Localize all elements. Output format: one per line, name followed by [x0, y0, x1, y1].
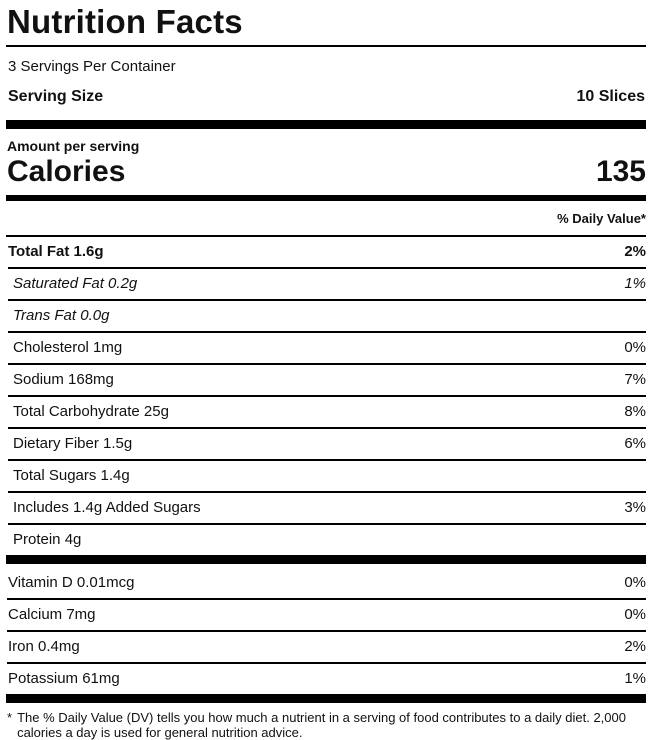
divider-thick-bottom — [6, 694, 646, 703]
nutrient-label: Cholesterol 1mg — [13, 339, 123, 356]
nutrient-value: 6% — [624, 435, 646, 452]
nutrient-label: Total Sugars 1.4g — [13, 467, 130, 484]
nutrient-rows — [6, 237, 646, 555]
vitamin-label: Potassium 61mg — [8, 670, 120, 687]
nutrient-row-added-sugars — [8, 491, 646, 523]
nutrient-row-total-fat — [8, 237, 646, 267]
nutrient-label: Saturated Fat 0.2g — [13, 275, 138, 292]
nutrient-row-sodium — [8, 363, 646, 395]
vitamin-value: 2% — [624, 638, 646, 655]
nutrient-value: 1% — [624, 275, 646, 292]
nutrient-label: Dietary Fiber 1.5g — [13, 435, 133, 452]
nutrient-value: 2% — [624, 243, 646, 260]
amount-per-serving-label: Amount per serving — [7, 138, 140, 154]
nutrient-label: Sodium 168mg — [13, 371, 114, 388]
nutrient-label: Total Carbohydrate 25g — [13, 403, 169, 420]
nutrient-label: Total Fat 1.6g — [8, 243, 104, 260]
serving-size-value: 10 Slices — [576, 88, 645, 105]
servings-per-container: 3 Servings Per Container — [8, 58, 176, 75]
footnote-text: The % Daily Value (DV) tells you how much a nutrient in a serving of food contributes to a daily diet. 2,000 calories a day is used for general nutrition advice. — [17, 710, 626, 740]
daily-value-header: % Daily Value* — [6, 201, 646, 237]
serving-size-label: Serving Size — [8, 88, 104, 105]
nutrient-row-trans-fat — [8, 299, 646, 331]
divider-thick-top — [6, 120, 646, 129]
nutrient-row-total-carbohydrate — [8, 395, 646, 427]
nutrient-row-saturated-fat — [8, 267, 646, 299]
nutrient-label: Protein 4g — [13, 531, 82, 548]
vitamin-row-vitamin-d — [7, 564, 646, 598]
nutrient-row-cholesterol — [8, 331, 646, 363]
vitamin-label: Iron 0.4mg — [8, 638, 80, 655]
nutrient-row-protein — [8, 523, 646, 555]
calories-row — [6, 154, 646, 195]
label-title: Nutrition Facts — [6, 0, 646, 47]
vitamin-row-calcium — [7, 598, 646, 630]
vitamin-value: 0% — [624, 606, 646, 623]
nutrient-row-dietary-fiber — [8, 427, 646, 459]
footnote — [6, 703, 646, 740]
nutrient-label: Trans Fat 0.0g — [13, 307, 110, 324]
nutrient-value: 0% — [624, 339, 646, 356]
calories-value: 135 — [595, 155, 646, 188]
vitamin-value: 1% — [624, 670, 646, 687]
vitamin-label: Vitamin D 0.01mcg — [8, 574, 135, 591]
vitamin-row-iron — [7, 630, 646, 662]
vitamin-row-potassium — [7, 662, 646, 694]
divider-thick-vitamins — [6, 555, 646, 564]
nutrient-value: 3% — [624, 499, 646, 516]
calories-label: Calories — [7, 155, 126, 188]
nutrient-label: Includes 1.4g Added Sugars — [13, 499, 201, 516]
footnote-marker: * — [7, 710, 13, 725]
vitamin-label: Calcium 7mg — [8, 606, 96, 623]
vitamin-value: 0% — [624, 574, 646, 591]
nutrient-value: 7% — [624, 371, 646, 388]
nutrient-value: 8% — [624, 403, 646, 420]
nutrient-row-total-sugars — [8, 459, 646, 491]
serving-size-row — [6, 75, 646, 120]
vitamin-rows — [6, 564, 646, 694]
